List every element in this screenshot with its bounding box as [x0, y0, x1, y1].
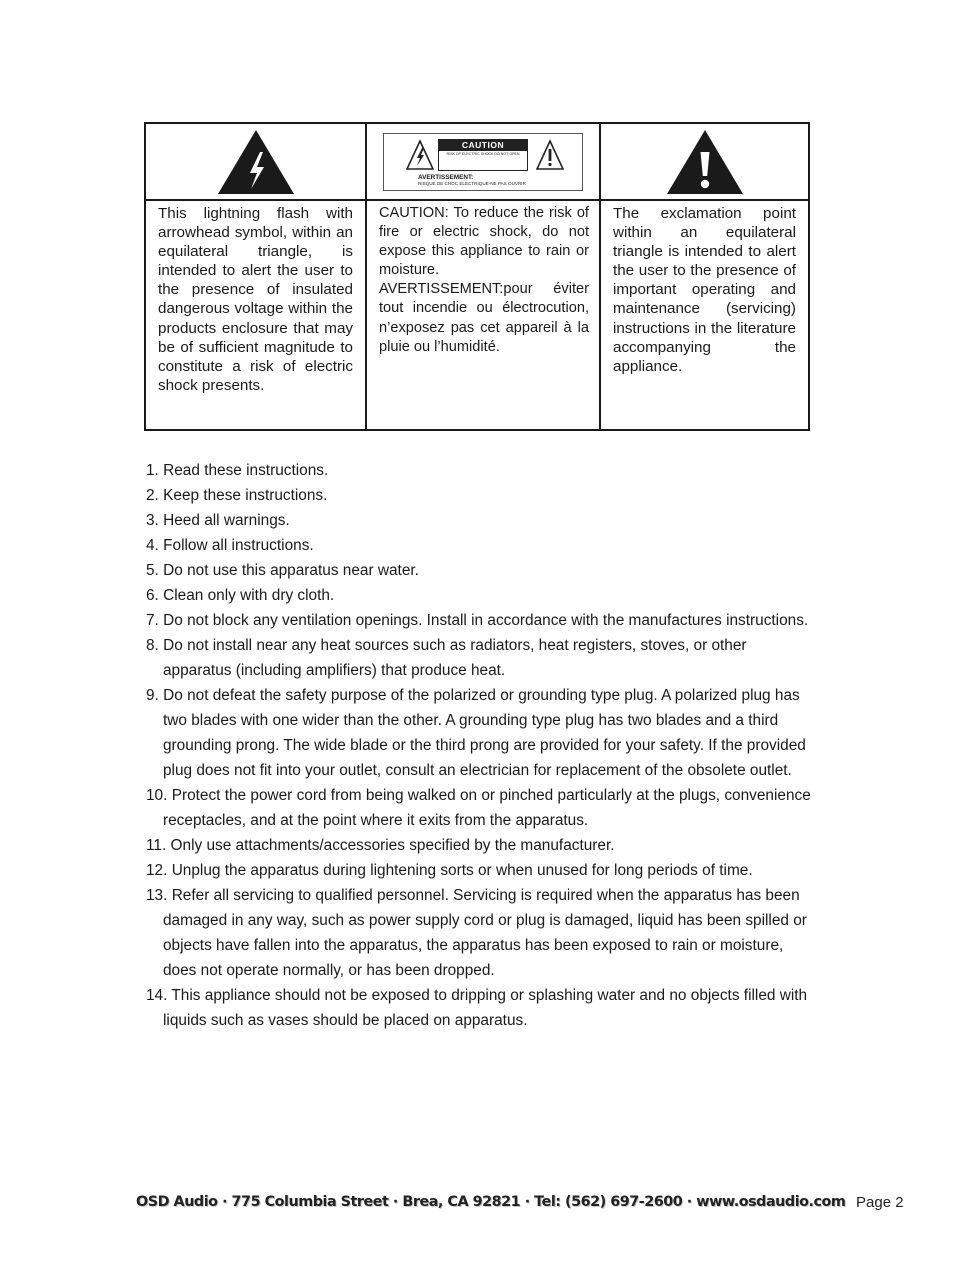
instruction-item: 2. Keep these instructions.: [146, 487, 328, 504]
safety-symbol-table: [144, 122, 810, 431]
caution-label-heading: CAUTION: [439, 140, 527, 151]
footer-contact: OSD Audio · 775 Columbia Street · Brea, CA 92821 · Tel: (562) 697-2600 · www.osdaudio.com: [136, 1194, 846, 1210]
caution-label-subtext: RISK OF ELECTRIC SHOCK DO NOT OPEN: [446, 151, 520, 156]
instruction-item: 4. Follow all instructions.: [146, 537, 314, 554]
small-lightning-icon: [406, 139, 434, 171]
avertissement-label: AVERTISSEMENT:: [418, 173, 474, 181]
lightning-column: [146, 124, 365, 429]
page-number: Page 2: [856, 1194, 904, 1211]
instruction-item: 8. Do not install near any heat sources such as radiators, heat registers, stoves, or other apparatus (including amplifiers) that produce heat.: [146, 637, 747, 679]
instruction-item: 7. Do not block any ventilation openings. Install in accordance with the manufactures instructions.: [146, 612, 809, 629]
instruction-item: 10. Protect the power cord from being walked on or pinched particularly at the plugs, convenience receptacles, and at the point where it exits from the apparatus.: [146, 787, 811, 829]
lightning-description: This lightning flash with arrowhead symbol, within an equilateral triangle, is intended to alert the user to the presence of insulated dangerous voltage within the products enclosure that may be of sufficient magnitude to constitute a risk of electric shock presents.: [158, 205, 353, 394]
instruction-item: 6. Clean only with dry cloth.: [146, 587, 335, 604]
exclamation-warning-icon: [665, 128, 745, 196]
avertissement-subtext: RISQUE DE CHOC ÉLECTRIQUE-NE PAS OUVRIR: [418, 180, 526, 186]
instruction-item: 11. Only use attachments/accessories specified by the manufacturer.: [146, 837, 615, 854]
caution-icon-cell: [367, 124, 599, 201]
instruction-item: 5. Do not use this apparatus near water.: [146, 562, 419, 579]
small-exclamation-icon: [536, 139, 564, 171]
lightning-icon-cell: [146, 124, 365, 201]
exclamation-column: [599, 124, 808, 429]
caution-text-fr: AVERTISSEMENT:pour éviter tout incendie ou électrocution, n’exposez pas cet appareil à la pluie ou l’humidité.: [379, 281, 589, 355]
caution-text-en: CAUTION: To reduce the risk of fire or electric shock, do not expose this appliance to rain or moisture.: [379, 205, 589, 279]
instruction-item: 3. Heed all warnings.: [146, 512, 290, 529]
caution-column: [365, 124, 599, 429]
instruction-item: 13. Refer all servicing to qualified personnel. Servicing is required when the apparatus has been damaged in any way, such as power supply cord or plug is damaged, liquid has been spilled or objects have fallen into the apparatus, the apparatus has been exposed to rain or moisture, does not operate normally, or has been dropped.: [146, 887, 807, 979]
caution-description: [367, 201, 599, 357]
caution-box: [438, 139, 528, 171]
instruction-item: 1. Read these instructions.: [146, 462, 329, 479]
safety-instructions-list: [146, 458, 816, 1033]
instruction-item: 9. Do not defeat the safety purpose of the polarized or grounding type plug. A polarized plug has two blades with one wider than the other. A grounding type plug has two blades and a third grounding prong. The wide blade or the third prong are provided for your safety. If the provided plug does not fit into your outlet, consult an electrician for replacement of the obsolete outlet.: [146, 687, 806, 779]
caution-label-graphic: [383, 133, 583, 191]
instruction-item: 12. Unplug the apparatus during lightening sorts or when unused for long periods of time.: [146, 862, 753, 879]
exclamation-description: The exclamation point within an equilateral triangle is intended to alert the user to the presence of important operating and maintenance (servicing) instructions in the literature accompanying the appliance.: [613, 205, 796, 375]
instruction-item: 14. This appliance should not be exposed to dripping or splashing water and no objects filled with liquids such as vases should be placed on apparatus.: [146, 987, 808, 1029]
lightning-warning-icon: [216, 128, 296, 196]
page-footer: [0, 1194, 954, 1216]
exclamation-icon-cell: [601, 124, 808, 201]
